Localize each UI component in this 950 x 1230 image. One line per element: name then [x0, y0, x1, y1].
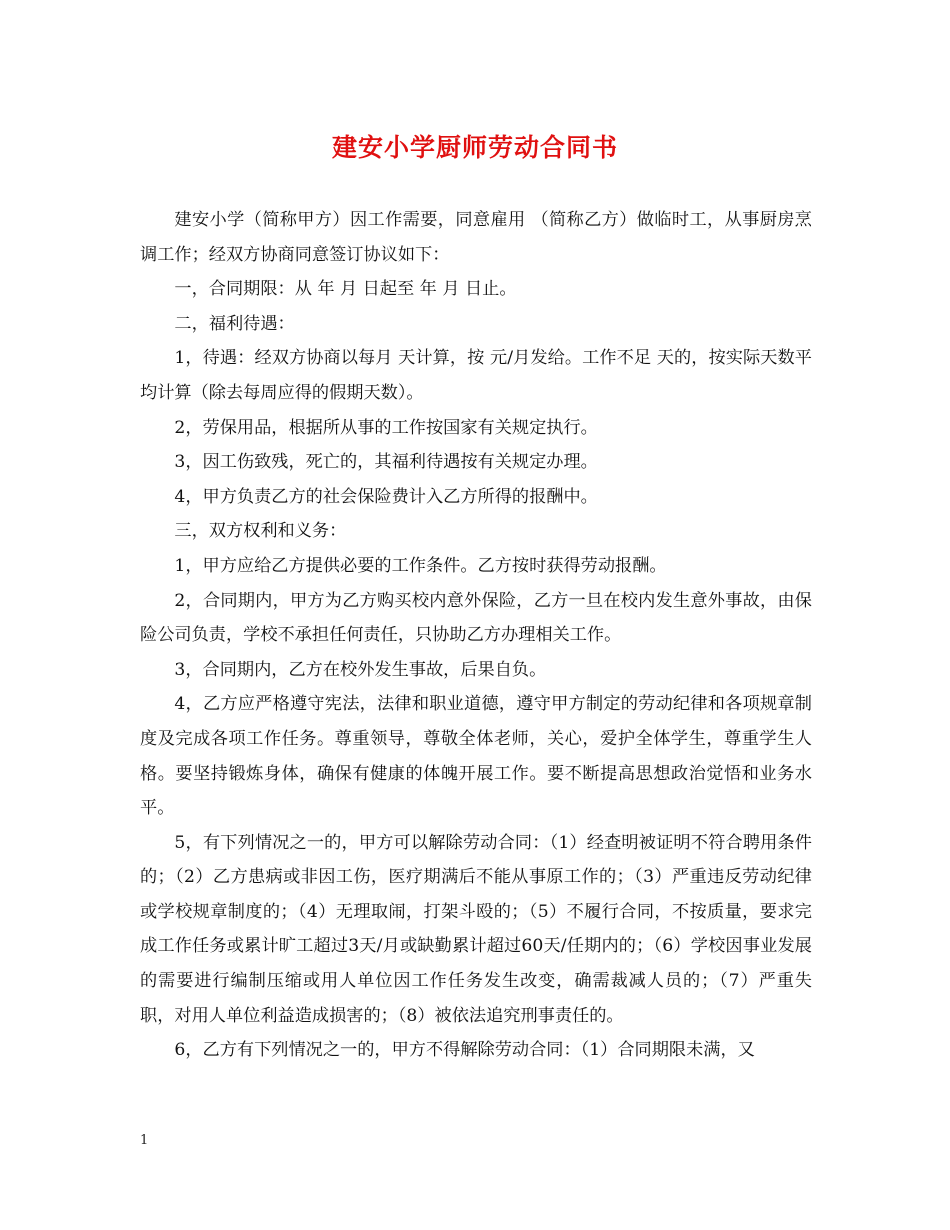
heading-rights-duties: 三，双方权利和义务：	[174, 521, 347, 542]
document-title: 建安小学厨师劳动合同书	[331, 133, 618, 162]
paragraph-duty-4: 4，乙方应严格遵守宪法，法律和职业道德，遵守甲方制定的劳动纪律和各项规章制度及完成各项工作任务。尊重领导，尊敬全体老师，关心，爱护全体学生，尊重学生人格。要坚持锻炼身体，确保有健康的体魄开展工作。要不断提高思想政治觉悟和业务水平。	[140, 694, 812, 819]
paragraph-benefit-2: 2，劳保用品，根据所从事的工作按国家有关规定执行。	[174, 417, 598, 438]
paragraph-term: 一，合同期限：从 年 月 日起至 年 月 日止。	[174, 279, 517, 300]
paragraph-duty-1: 1，甲方应给乙方提供必要的工作条件。乙方按时获得劳动报酬。	[174, 555, 667, 576]
paragraph-duty-5: 5，有下列情况之一的，甲方可以解除劳动合同：（1）经查明被证明不符合聘用条件的；（2）乙方患病或非因工伤，医疗期满后不能从事原工作的；（3）严重违反劳动纪律或学校规章制度的；（4）无理取闹，打架斗殴的；（5）不履行合同，不按质量，要求完成工作任务或累计旷工超过3天/月或缺勤累计超过60天/任期内的；（6）学校因事业发展的需要进行编制压缩或用人单位因工作任务发生改变，确需裁减人员的；（7）严重失职，对用人单位利益造成损害的；（8）被依法追究刑事责任的。	[140, 832, 812, 1026]
document-body	[140, 203, 812, 1068]
page-number: 1	[140, 1133, 149, 1148]
paragraph-intro: 建安小学（简称甲方）因工作需要，同意雇用 （简称乙方）做临时工，从事厨房烹调工作；经双方协商同意签订协议如下：	[140, 210, 812, 265]
heading-benefits: 二，福利待遇：	[174, 313, 295, 334]
paragraph-benefit-3: 3，因工伤致残，死亡的，其福利待遇按有关规定办理。	[174, 452, 598, 473]
paragraph-benefit-4: 4，甲方负责乙方的社会保险费计入乙方所得的报酬中。	[174, 486, 598, 507]
paragraph-benefit-1: 1，待遇：经双方协商以每月 天计算，按 元/月发给。工作不足 天的，按实际天数平均计算（除去每周应得的假期天数）。	[140, 348, 812, 403]
paragraph-duty-3: 3，合同期内，乙方在校外发生事故，后果自负。	[174, 659, 547, 680]
paragraph-duty-6: 6，乙方有下列情况之一的，甲方不得解除劳动合同：（1）合同期限未满，又	[174, 1040, 755, 1061]
paragraph-duty-2: 2，合同期内，甲方为乙方购买校内意外保险，乙方一旦在校内发生意外事故，由保险公司负责，学校不承担任何责任，只协助乙方办理相关工作。	[140, 590, 812, 646]
